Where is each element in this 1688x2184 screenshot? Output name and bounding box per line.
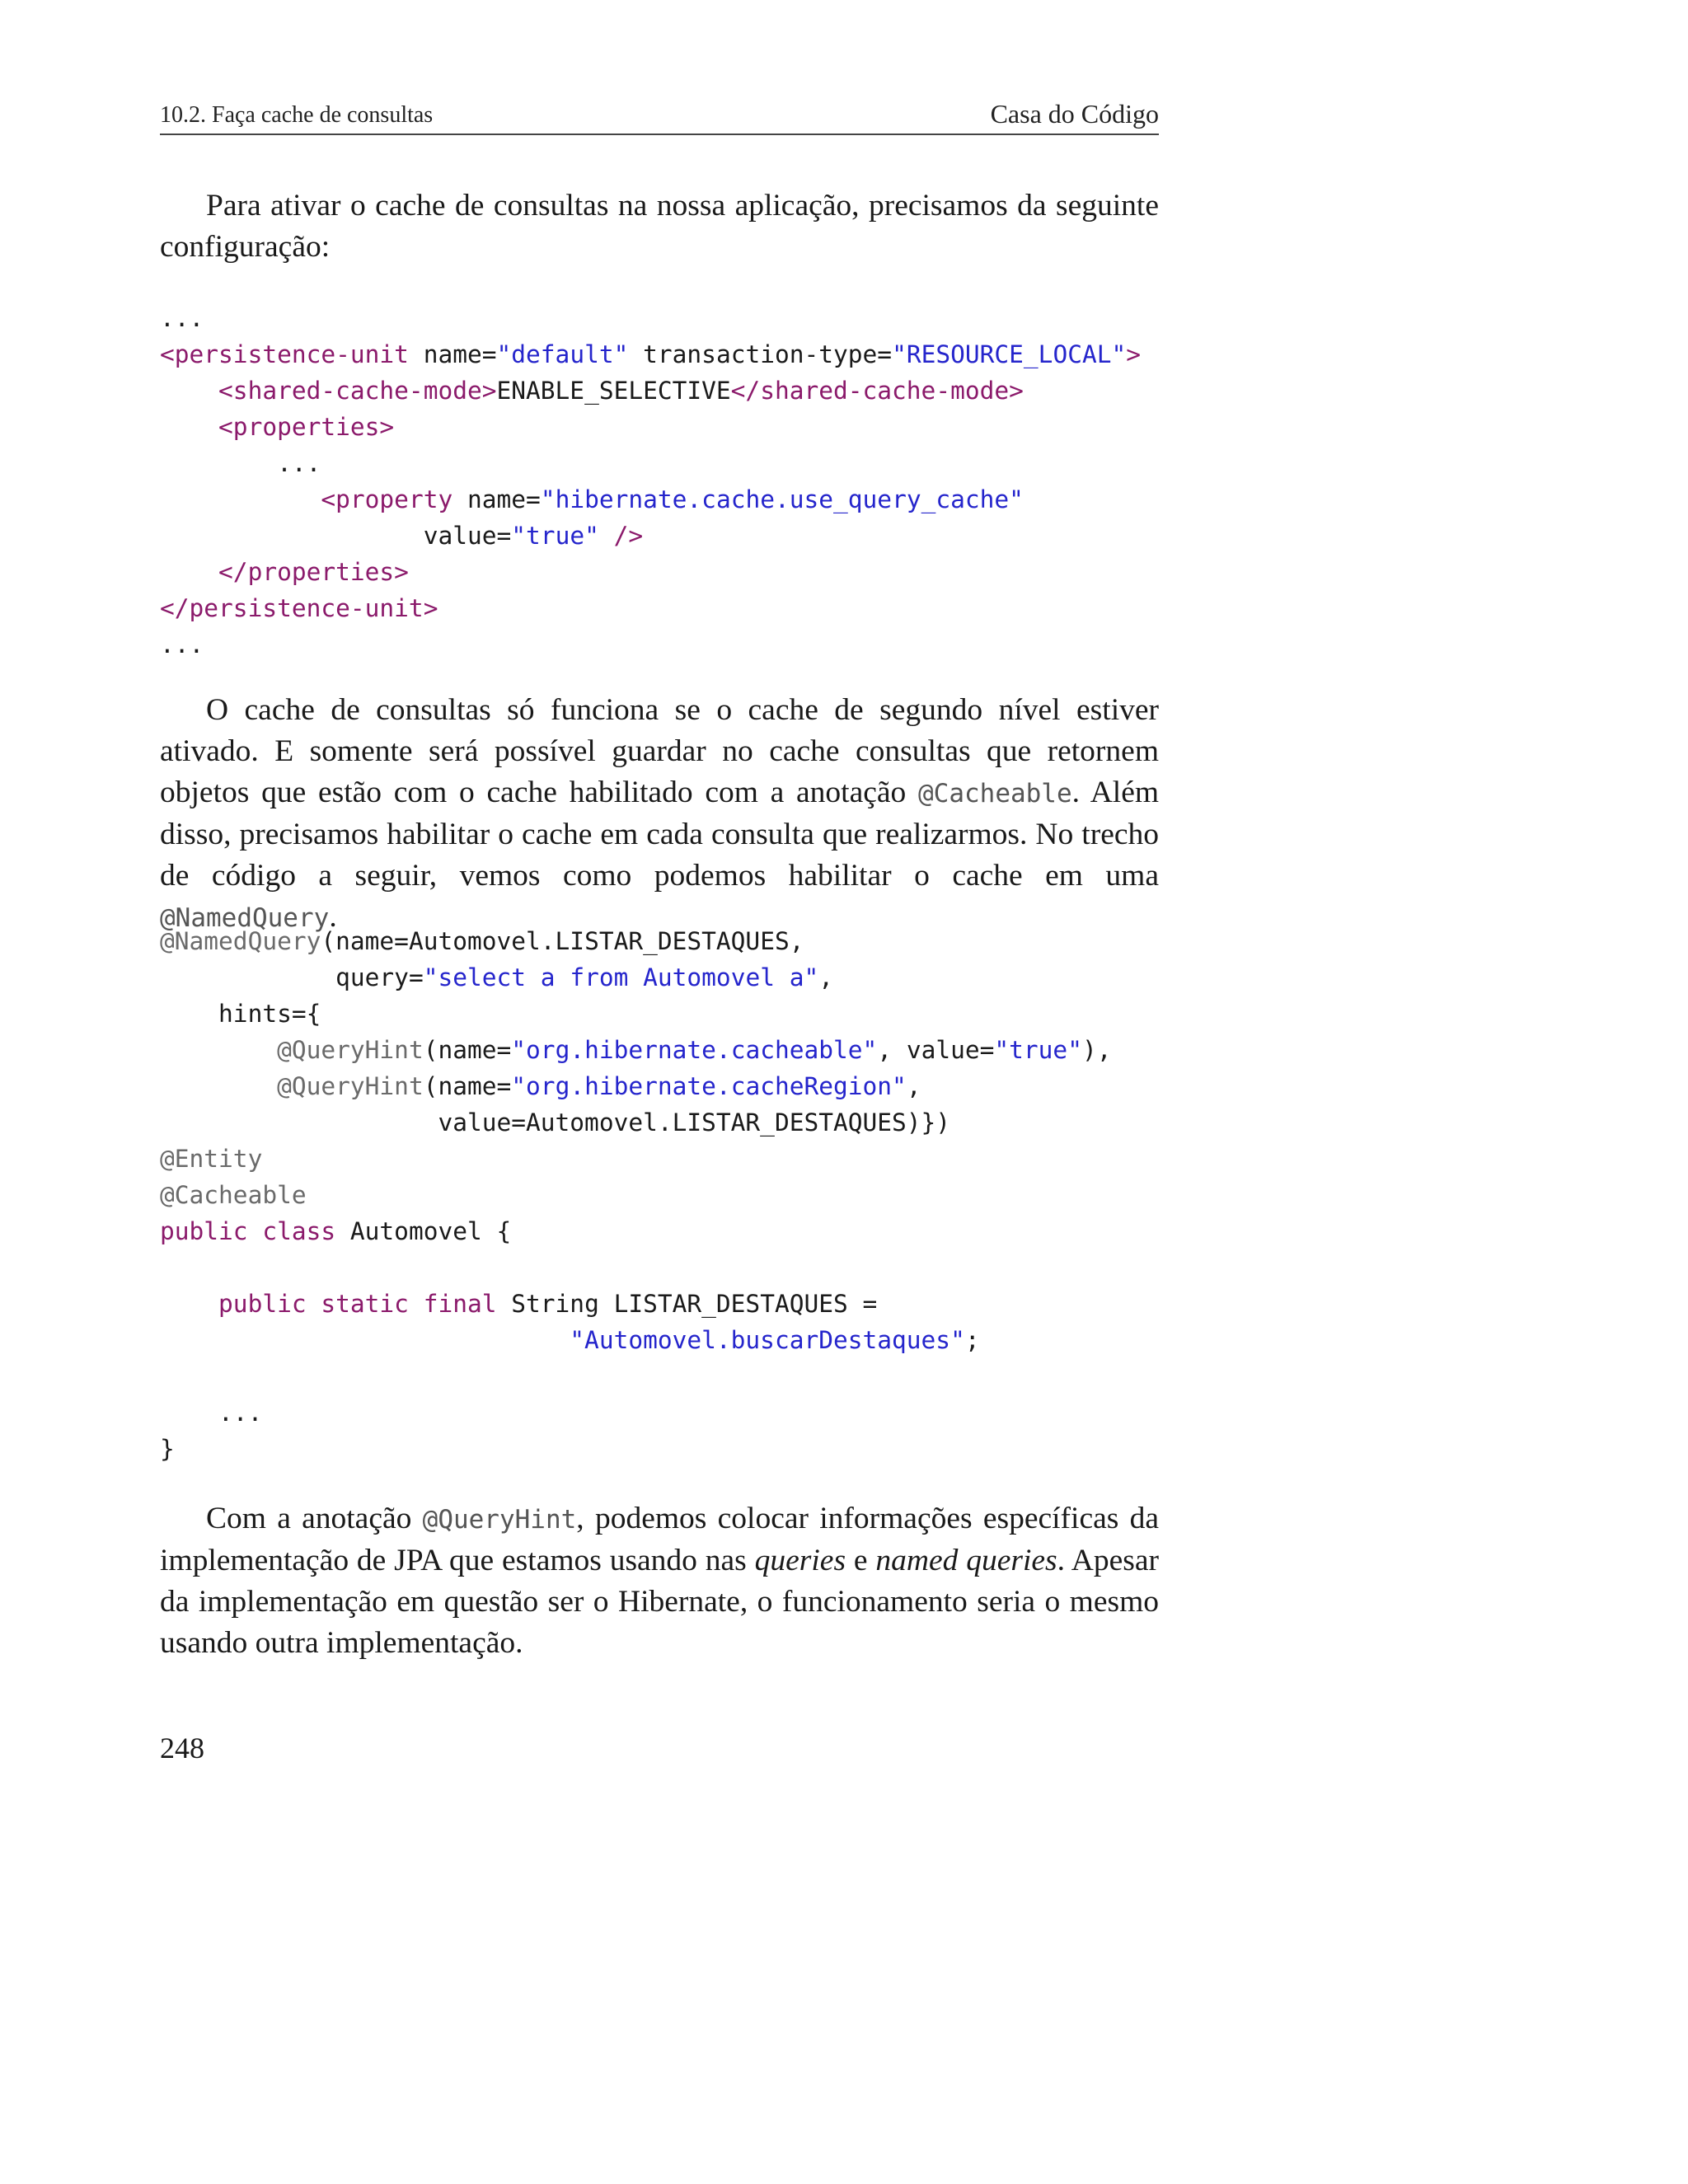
code-line: } [160, 1435, 175, 1463]
section-title: 10.2. Faça cache de consultas [160, 102, 434, 128]
paragraph-text: . [329, 900, 337, 934]
body-paragraph-queryhint [160, 1498, 1159, 1664]
code-line: <property name="hibernate.cache.use_query_cache" [321, 485, 1024, 513]
paragraph-text: O cache de consultas só funciona se o cache de segundo nível estiver ativado. E somente será possível guardar no cache consultas que retornem objetos que estão com o cache habilitado com a anotação [160, 693, 1159, 809]
code-line: @QueryHint(name="org.hibernate.cacheRegion", [277, 1072, 921, 1100]
code-line: <properties> [218, 413, 395, 441]
inline-code-queryhint: @QueryHint [422, 1505, 577, 1535]
code-line: hints={ [218, 1000, 321, 1028]
paragraph-text: . Além disso, precisamos habilitar o cache em cada consulta que realizarmos. No trecho de código a seguir, vemos como podemos habilitar o cache em uma [160, 776, 1160, 893]
intro-text: Para ativar o cache de consultas na nossa aplicação, precisamos da seguinte configuração: [160, 189, 1159, 264]
code-line: @Entity [160, 1145, 263, 1173]
emphasis-named-queries: named queries [875, 1544, 1057, 1577]
page-number: 248 [160, 1732, 204, 1765]
code-line: ... [160, 449, 321, 477]
paragraph-text: Com a anotação [206, 1502, 423, 1535]
paragraph-text: e [846, 1544, 876, 1577]
xml-code-block [160, 300, 1198, 663]
code-line: @Cacheable [160, 1181, 307, 1209]
inline-code-namedquery: @NamedQuery [160, 903, 330, 933]
code-line: ... [160, 304, 204, 332]
code-line: </properties> [218, 558, 409, 586]
code-line: @NamedQuery(name=Automovel.LISTAR_DESTAQUES, [160, 927, 804, 955]
code-line: ... [160, 630, 204, 658]
inline-code-cacheable: @Cacheable [918, 779, 1072, 808]
publisher-name: Casa do Código [990, 99, 1159, 129]
code-line: ... [160, 1399, 263, 1427]
code-line: <shared-cache-mode>ENABLE_SELECTIVE</shared-cache-mode> [218, 377, 1024, 405]
code-line: </persistence-unit> [160, 594, 438, 622]
code-line: <persistence-unit name="default" transaction-type="RESOURCE_LOCAL"> [160, 340, 1142, 368]
code-line: "Automovel.buscarDestaques"; [570, 1326, 980, 1354]
code-line: value=Automovel.LISTAR_DESTAQUES)}) [438, 1108, 951, 1137]
paragraph-text: , podemos colocar informações específicas da implementação de JPA que estamos usando nas [160, 1502, 1160, 1577]
code-line [160, 1358, 1198, 1394]
code-line: query="select a from Automovel a", [335, 963, 834, 991]
java-code-block [160, 923, 1198, 1467]
code-line: value="true" /> [423, 522, 644, 550]
code-line: @QueryHint(name="org.hibernate.cacheable", value="true"), [277, 1036, 1112, 1064]
code-line [160, 1249, 1198, 1286]
emphasis-queries: queries [754, 1544, 846, 1577]
code-line: public static final String LISTAR_DESTAQUES = [218, 1290, 878, 1318]
running-header [160, 99, 1159, 135]
body-paragraph-cache [160, 690, 1159, 939]
code-line: public class Automovel { [160, 1217, 512, 1245]
intro-paragraph [160, 185, 1159, 268]
paragraph-text: . Apesar da implementação em questão ser o Hibernate, o funcionamento seria o mesmo usando outra implementação. [160, 1544, 1160, 1660]
